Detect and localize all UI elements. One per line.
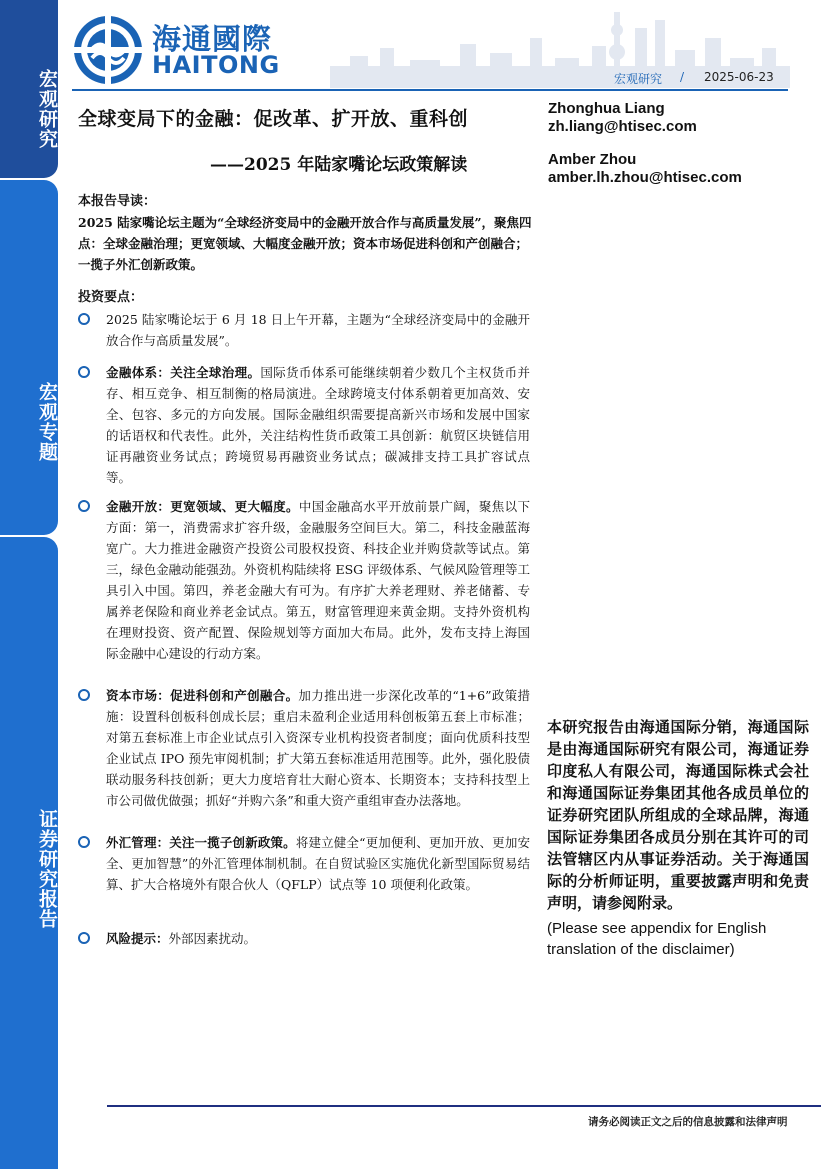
bullet-lead: 资本市场：促进科创和产创融合。 [106,688,299,703]
bullet-text: 中国金融高水平开放前景广阔，聚焦以下方面：第一，消费需求扩容升级，金融服务空间巨大。第二，科技金融蓝海宽广。大力推进金融资产投资公司股权投资、科技企业并购贷款等试点。第三，绿色金融动能强劲。外资机构陆续将 ESG 评级体系、气候风险管理等工具引入中国。第四，养老金融大有可为。有序扩大养老理财、养老储蓄、专属养老保险和商业养老金试点。第五，财富管理迎来黄金期。支持外资机构在理财投资、资产配置、保险规划等方面加大布局。此外，发布支持上海国际金融中心建设的行动方案。 [106,499,530,661]
logo-en-text: HAITONG [152,51,280,79]
bullet-circle-icon [78,689,90,701]
bullet-lead: 金融体系：关注全球治理。 [106,365,261,380]
investment-bullet [78,928,530,949]
author-name-2: Amber Zhou [548,151,637,168]
side-tab-macro-topic: 宏观专题 [0,180,58,535]
guide-text: 2025 陆家嘴论坛主题为“全球经济变局中的金融开放合作与高质量发展”，聚焦四点：全球金融治理；更宽领域、大幅度金融开放；资本市场促进科创和产创融合；一揽子外汇创新政策。 [78,215,532,272]
investment-heading: 投资要点： [78,290,144,305]
header-date: 2025-06-23 [704,70,774,84]
logo-cn-text: 海通國際 [152,22,273,56]
bullet-circle-icon [78,932,90,944]
author-email-2[interactable]: amber.lh.zhou@htisec.com [548,169,742,186]
page-subtitle: ——2025 年陆家嘴论坛政策解读 [210,155,468,175]
bullet-text: 2025 陆家嘴论坛于 6 月 18 日上午开幕，主题为“全球经济变局中的金融开放合作与高质量发展”。 [106,312,530,348]
guide-heading: 本报告导读： [78,194,157,209]
bullet-circle-icon [78,313,90,325]
haitong-logo-icon [72,14,144,86]
footer-rule [107,1105,821,1107]
bullet-text: 加力推出进一步深化改革的“1+6”政策措施：设置科创板科创成长层；重启未盈利企业适用科创板第五套上市标准；对第五套标准上市企业试点引入资深专业机构投资者制度；面向优质科技型企业试点 IPO 预先审阅机制；扩大第五套标准适用范围等。此外，强化股债联动服务科技创新；更大力度培育壮大耐心资本、长期资本；支持科技型上市公司做优做强；抓好“并购六条”和重大资产重组审查办法落地。 [106,688,530,808]
distribution-note: 本研究报告由海通国际分销，海通国际是由海通国际研究有限公司，海通证券印度私人有限公司，海通国际株式会社和海通国际证券集团其他各成员单位的证券研究团队所组成的全球品牌，海通国际证券集团各成员分别在其许可的司法管辖区内从事证券活动。关于海通国际的分析师证明，重要披露声明和免责声明，请参阅附录。 [547,718,809,912]
investment-bullet [78,685,530,811]
bullet-circle-icon [78,500,90,512]
investment-bullet [78,362,530,488]
bullet-lead: 风险提示： [106,931,169,946]
bullet-text: 外部因素扰动。 [168,931,257,946]
footer-disclaimer: 请务必阅读正文之后的信息披露和法律声明 [588,1116,788,1128]
bullet-circle-icon [78,836,90,848]
page-title: 全球变局下的金融：促改革、扩开放、重科创 [78,108,469,130]
side-tab-macro-research: 宏观研究 [0,0,58,178]
bullet-text: 将建立健全“更加便利、更加开放、更加安全、更加智慧”的外汇管理体制机制。在自贸试验区实施优化新型国际贸易结算、扩大合格境外有限合伙人（QFLP）试点等 10 项便利化政策。 [106,835,530,892]
author-email-1[interactable]: zh.liang@htisec.com [548,118,697,135]
side-tab-securities-report: 证券研究报告 [0,537,58,1169]
header-rule [72,89,788,91]
author-name-1: Zhonghua Liang [548,100,665,117]
bullet-text: 国际货币体系可能继续朝着少数几个主权货币并存、相互竞争、相互制衡的格局演进。全球跨境支付体系朝着更加高效、安全、包容、多元的方向发展。国际金融组织需要提高新兴市场和发展中国家的话语权和代表性。此外，关注结构性货币政策工具创新：航贸区块链信用证再融资业务试点；跨境贸易再融资业务试点；碳减排支持工具扩容试点等。 [106,365,530,485]
investment-bullet [78,496,530,664]
disclaimer-note-en: (Please see appendix for English translation of the disclaimer) [547,920,767,958]
header-category: 宏观研究 [614,72,663,86]
header-separator: / [680,70,685,84]
investment-bullet [78,309,530,351]
bullet-lead: 金融开放：更宽领域、更大幅度。 [106,499,299,514]
bullet-circle-icon [78,366,90,378]
investment-bullet [78,832,530,895]
bullet-lead: 外汇管理：关注一揽子创新政策。 [106,835,296,850]
